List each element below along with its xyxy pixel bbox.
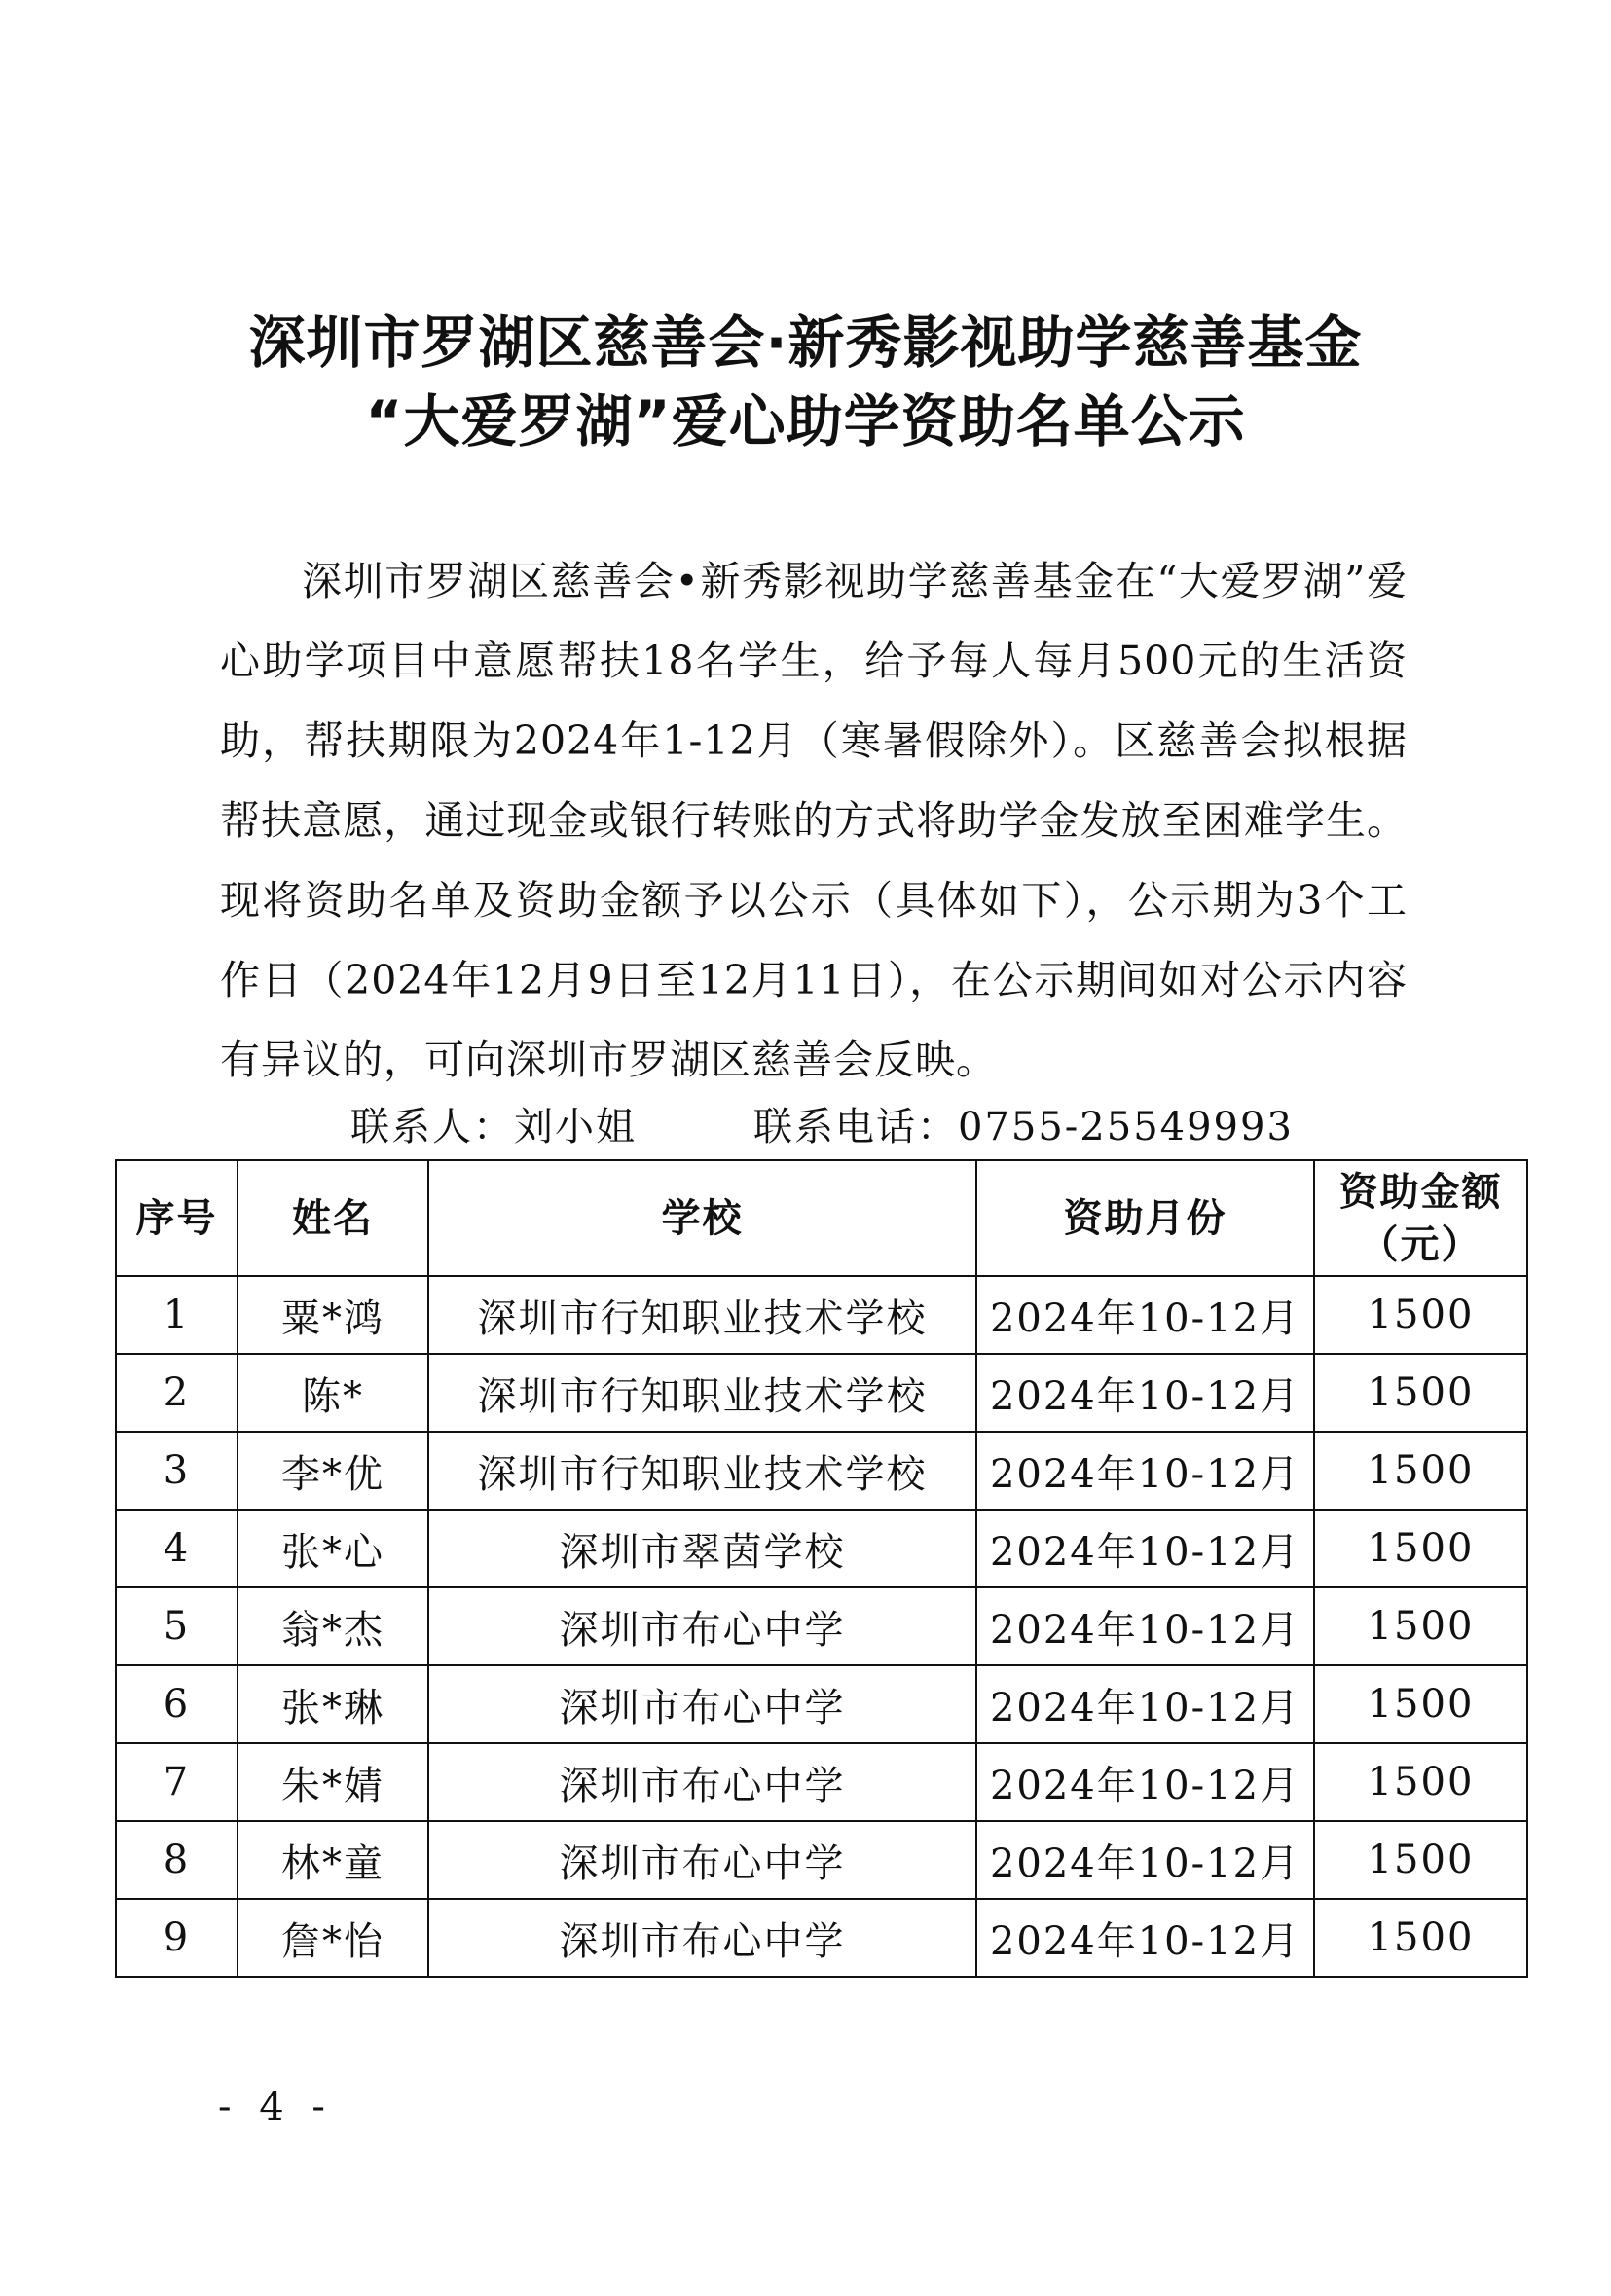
cell-amount: 1500: [1314, 1587, 1527, 1665]
cell-no: 7: [116, 1743, 238, 1821]
cell-school: 深圳市行知职业技术学校: [428, 1354, 976, 1432]
cell-name: 朱*婧: [238, 1743, 428, 1821]
cell-school: 深圳市翠茵学校: [428, 1510, 976, 1587]
cell-name: 詹*怡: [238, 1899, 428, 1977]
contact-phone: 联系电话：0755-25549993: [753, 1105, 1294, 1149]
contact-person: 联系人：刘小姐: [350, 1105, 637, 1149]
table-row: [116, 1821, 1527, 1899]
table-body: [116, 1276, 1527, 1977]
cell-months: 2024年10-12月: [976, 1587, 1314, 1665]
cell-months: 2024年10-12月: [976, 1743, 1314, 1821]
cell-months: 2024年10-12月: [976, 1899, 1314, 1977]
cell-name: 林*童: [238, 1821, 428, 1899]
document-title-line-2: “大爱罗湖”爱心助学资助名单公示: [365, 388, 1246, 455]
page-number: - 4 -: [218, 2085, 333, 2130]
cell-name: 翁*杰: [238, 1587, 428, 1665]
cell-name: 李*优: [238, 1432, 428, 1510]
cell-name: 张*琳: [238, 1665, 428, 1743]
cell-months: 2024年10-12月: [976, 1432, 1314, 1510]
cell-amount: 1500: [1314, 1354, 1527, 1432]
table-row: [116, 1432, 1527, 1510]
cell-months: 2024年10-12月: [976, 1665, 1314, 1743]
cell-no: 3: [116, 1432, 238, 1510]
header-school: 学校: [428, 1160, 976, 1276]
cell-amount: 1500: [1314, 1665, 1527, 1743]
cell-school: 深圳市布心中学: [428, 1899, 976, 1977]
cell-school: 深圳市行知职业技术学校: [428, 1276, 976, 1354]
cell-amount: 1500: [1314, 1276, 1527, 1354]
cell-no: 9: [116, 1899, 238, 1977]
cell-amount: 1500: [1314, 1899, 1527, 1977]
cell-school: 深圳市布心中学: [428, 1743, 976, 1821]
cell-amount: 1500: [1314, 1510, 1527, 1587]
cell-school: 深圳市布心中学: [428, 1665, 976, 1743]
contact-line: [350, 1100, 1294, 1154]
cell-no: 2: [116, 1354, 238, 1432]
cell-no: 1: [116, 1276, 238, 1354]
cell-school: 深圳市布心中学: [428, 1821, 976, 1899]
cell-name: 粟*鸿: [238, 1276, 428, 1354]
cell-months: 2024年10-12月: [976, 1510, 1314, 1587]
cell-no: 8: [116, 1821, 238, 1899]
notice-paragraph: 深圳市罗湖区慈善会•新秀影视助学慈善基金在“大爱罗湖”爱心助学项目中意愿帮扶18名学生，给予每人每月500元的生活资助，帮扶期限为2024年1-12月（寒暑假除外）。区慈善会拟根据帮扶意愿，通过现金或银行转账的方式将助学金发放至困难学生。现将资助名单及资助金额予以公示（具体如下），公示期为3个工作日（2024年12月9日至12月11日），在公示期间如对公示内容有异议的，可向深圳市罗湖区慈善会反映。: [220, 558, 1408, 1083]
cell-amount: 1500: [1314, 1432, 1527, 1510]
cell-amount: 1500: [1314, 1743, 1527, 1821]
cell-name: 张*心: [238, 1510, 428, 1587]
cell-name: 陈*: [238, 1354, 428, 1432]
recipient-table: [115, 1159, 1528, 1978]
cell-no: 6: [116, 1665, 238, 1743]
document-title-line-1: 深圳市罗湖区慈善会·新秀影视助学慈善基金: [248, 310, 1363, 376]
cell-amount: 1500: [1314, 1821, 1527, 1899]
cell-no: 5: [116, 1587, 238, 1665]
table-row: [116, 1510, 1527, 1587]
header-months: 资助月份: [976, 1160, 1314, 1276]
table-row: [116, 1587, 1527, 1665]
cell-months: 2024年10-12月: [976, 1354, 1314, 1432]
cell-months: 2024年10-12月: [976, 1276, 1314, 1354]
header-no: 序号: [116, 1160, 238, 1276]
table-header-row: [116, 1160, 1527, 1276]
table-row: [116, 1665, 1527, 1743]
header-name: 姓名: [238, 1160, 428, 1276]
table-row: [116, 1354, 1527, 1432]
cell-no: 4: [116, 1510, 238, 1587]
table-row: [116, 1276, 1527, 1354]
table-row: [116, 1899, 1527, 1977]
header-amount: 资助金额（元）: [1314, 1160, 1527, 1276]
cell-months: 2024年10-12月: [976, 1821, 1314, 1899]
cell-school: 深圳市行知职业技术学校: [428, 1432, 976, 1510]
table-row: [116, 1743, 1527, 1821]
cell-school: 深圳市布心中学: [428, 1587, 976, 1665]
